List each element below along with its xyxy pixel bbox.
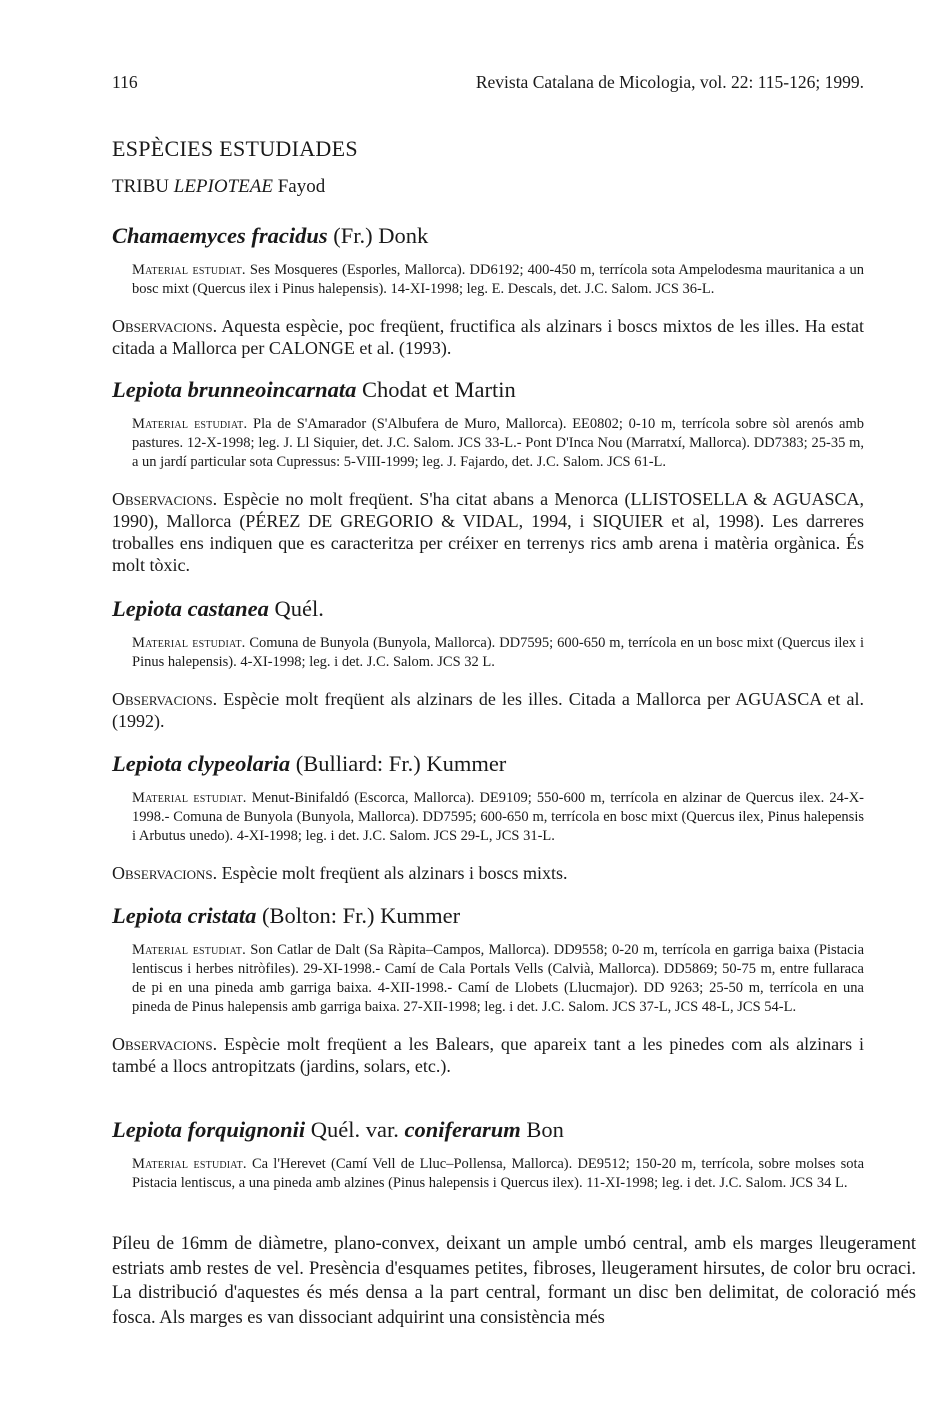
observations-label: Observacions. [112, 688, 218, 709]
material-text: Ca l'Herevet (Camí Vell de Lluc–Pollensa, Mallorca). DE9512; 150-20 m, terrícola, sobre molses sota Pistacia lentiscus, a una pineda amb alzines (Pinus halepensis i Quercus ilex). 11-XI-1998; leg. i det. J.C. Salom. JCS 34 L. [132, 1155, 865, 1191]
observations-block [112, 862, 864, 884]
species-entry [112, 752, 864, 884]
species-name: Lepiota cristata [112, 903, 257, 928]
species-name: Lepiota castanea [112, 596, 269, 621]
species-entry [112, 378, 864, 576]
section-title: ESPÈCIES ESTUDIADES [112, 136, 358, 161]
tribe-prefix: TRIBU [112, 176, 169, 197]
journal-citation: Revista Catalana de Micologia, vol. 22: 115-126; 1999. [475, 72, 864, 92]
species-title [112, 1118, 864, 1143]
material-block [132, 261, 864, 299]
species-entry [112, 904, 864, 1077]
species-title [112, 904, 864, 929]
species-title [112, 224, 864, 249]
material-text: Pla de S'Amarador (S'Albufera de Muro, Mallorca). EE0802; 0-10 m, terrícola sobre sòl arenós amb pastures. 12-X-1998; leg. J. Ll Siquier, det. J.C. Salom. JCS 33-L.- Pont D'Inca Nou (Marratxí, Mallorca). DD7383; 25-35 m, a un jardí particular sota Cupressus: 5-VIII-1999; leg. J. Fajardo, det. J.C. Salom. JCS 61-L. [132, 415, 864, 470]
observations-text: Espècie molt freqüent als alzinars i boscs mixts. [221, 862, 568, 883]
species-author: (Bolton: Fr.) Kummer [262, 903, 461, 928]
observations-label: Observacions. [112, 488, 218, 509]
species-title [112, 597, 864, 622]
species-title [112, 752, 864, 777]
species-author: (Fr.) Donk [333, 223, 429, 248]
observations-text: Aquesta espècie, poc freqüent, fructifica als alzinars i boscs mixtos de les illes. Ha estat citada a Mallorca per CALONGE et al. (1993). [112, 315, 864, 358]
tribe-name: LEPIOTEAE [173, 176, 273, 197]
material-text: Son Catlar de Dalt (Sa Ràpita–Campos, Mallorca). DD9558; 0-20 m, terrícola en garriga baixa (Pistacia lentiscus i herbes nitròfiles). 29-XI-1998.- Camí de Cala Portals Vells (Calvià, Mallorca). DD5869; 50-75 m, entre fullaraca de pi en una pineda amb garriga baixa. 4-XII-1998.- Camí de Llobets (Llucmajor). DD 9263; 25-50 m, terrícola en una pineda de Pinus halepensis amb garriga baixa. 27-XII-1998; leg. i det. J.C. Salom. JCS 37-L, JCS 48-L, JCS 54-L. [132, 941, 865, 1015]
material-label: Material estudiat. [132, 415, 248, 432]
species-variety: coniferarum [404, 1117, 521, 1142]
species-name: Lepiota forquignonii [112, 1117, 306, 1142]
material-block [132, 941, 864, 1017]
species-author: Chodat et Martin [362, 377, 516, 402]
observations-label: Observacions. [112, 315, 218, 336]
observations-text: Espècie molt freqüent als alzinars de les illes. Citada a Mallorca per AGUASCA et al. (1992). [112, 688, 864, 731]
species-name: Lepiota clypeolaria [112, 751, 291, 776]
species-name: Chamaemyces fracidus [112, 223, 328, 248]
material-label: Material estudiat. [132, 634, 246, 651]
observations-block [112, 488, 864, 576]
material-text: Ses Mosqueres (Esporles, Mallorca). DD6192; 400-450 m, terrícola sota Ampelodesma mauritanica a un bosc mixt (Quercus ilex i Pinus halepensis). 14-XI-1998; leg. E. Descals, det. J.C. Salom. JCS 36-L. [132, 261, 864, 297]
observations-label: Observacions. [112, 1033, 218, 1054]
observations-block [112, 315, 864, 359]
material-block [132, 415, 864, 472]
observations-block [112, 688, 864, 732]
species-title [112, 378, 864, 403]
species-author: Quél. var. [310, 1117, 399, 1142]
material-block [132, 789, 864, 846]
variety-author: Bon [526, 1117, 564, 1142]
material-label: Material estudiat. [132, 789, 247, 806]
observations-text: Espècie no molt freqüent. S'ha citat abans a Menorca (LLISTOSELLA & AGUASCA, 1990), Mallorca (PÉREZ DE GREGORIO & VIDAL, 1994, i SIQUIER et al, 1998). Les darreres troballes ens indiquen que es caracteritza per créixer en terrenys rics amb arena i matèria orgànica. És molt tòxic. [112, 488, 864, 575]
species-entry [112, 1118, 864, 1193]
description-paragraph: Píleu de 16mm de diàmetre, plano-convex, deixant un ample umbó central, amb els marges lleugerament estriats amb restes de vel. Presència d'esquames petites, fibroses, lleugerament hirsutes, de color bru ocraci. La distribució d'aquestes és més densa a la part central, formant un disc ben delimitat, de coloració més fosca. Als marges es van dissociant adquirint una consistència més [112, 1234, 916, 1328]
running-header [112, 72, 864, 93]
observations-text: Espècie molt freqüent a les Balears, que apareix tant a les pinedes com als alzinars i també a llocs antropitzats (jardins, solars, etc.). [112, 1033, 865, 1076]
material-block [132, 634, 864, 672]
species-author: (Bulliard: Fr.) Kummer [295, 751, 507, 776]
species-name: Lepiota brunneoincarnata [112, 377, 357, 402]
species-author: Quél. [274, 596, 324, 621]
material-block [132, 1155, 864, 1193]
page-number: 116 [112, 72, 138, 92]
material-text: Menut-Binifaldó (Escorca, Mallorca). DE9109; 550-600 m, terrícola en alzinar de Quercus ilex. 24-X-1998.- Comuna de Bunyola (Bunyola, Mallorca). DD7595; 600-650 m, terrícola en bosc mixt (Quercus ilex, Pinus halepensis i Arbutus unedo). 4-XI-1998; leg. i det. J.C. Salom. JCS 29-L, JCS 31-L. [132, 789, 864, 844]
tribe-heading [112, 176, 325, 198]
species-entry [112, 597, 864, 732]
observations-block [112, 1033, 864, 1077]
material-text: Comuna de Bunyola (Bunyola, Mallorca). DD7595; 600-650 m, terrícola en un bosc mixt (Quercus ilex i Pinus halepensis). 4-XI-1998; leg. i det. J.C. Salom. JCS 32 L. [132, 634, 864, 670]
material-label: Material estudiat. [132, 1155, 247, 1172]
tribe-author: Fayod [277, 176, 326, 197]
species-entry [112, 224, 864, 359]
material-label: Material estudiat. [132, 941, 246, 958]
material-label: Material estudiat. [132, 261, 246, 278]
observations-label: Observacions. [112, 862, 218, 883]
